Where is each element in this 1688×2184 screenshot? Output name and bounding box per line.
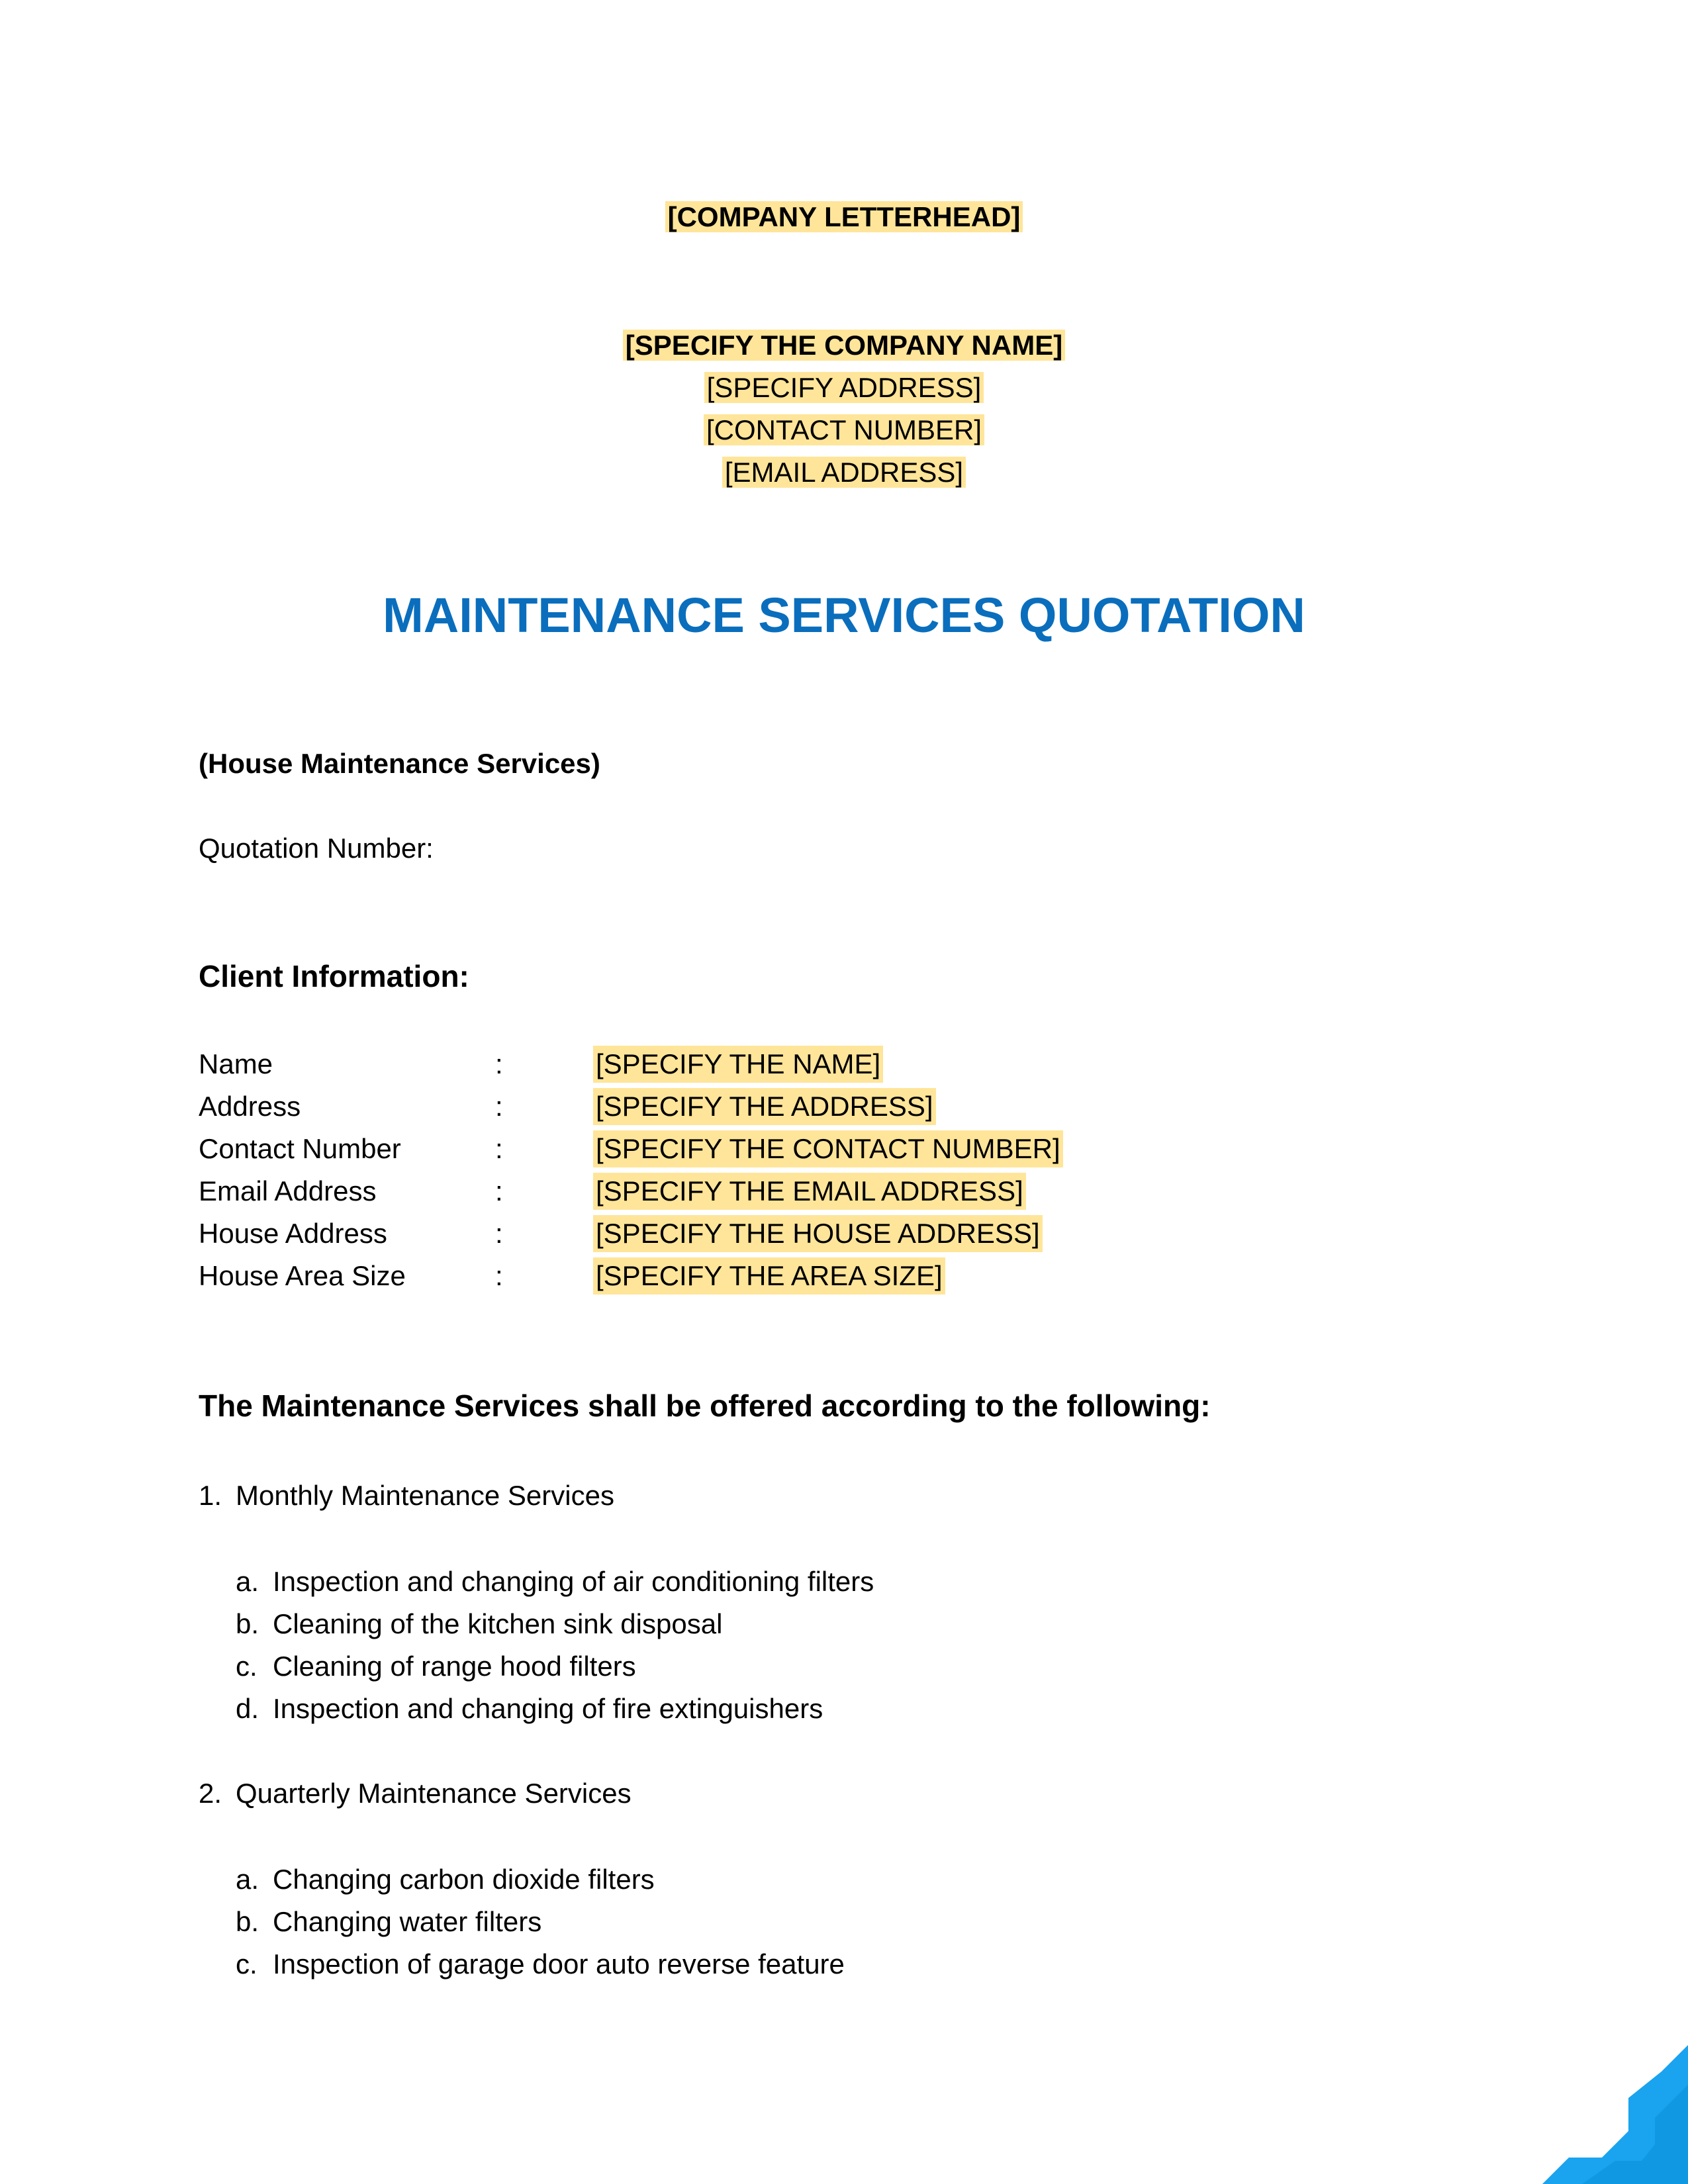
list-marker: b.: [236, 1608, 259, 1639]
section-number: 1.: [199, 1480, 222, 1511]
services-heading: The Maintenance Services shall be offered according to the following:: [199, 1388, 1211, 1423]
client-info-label: Address: [199, 1091, 301, 1122]
service-list-item: [236, 1606, 1427, 1643]
client-info-colon: :: [495, 1260, 503, 1291]
company-address: [SPECIFY ADDRESS]: [704, 372, 984, 403]
company-letterhead: [COMPANY LETTERHEAD]: [665, 201, 1023, 232]
corner-decoration-icon: [1542, 2045, 1688, 2184]
client-info-value: [SPECIFY THE ADDRESS]: [593, 1088, 936, 1125]
client-info-label: Email Address: [199, 1175, 377, 1206]
list-marker: a.: [236, 1864, 259, 1895]
list-item-text: Inspection of garage door auto reverse feature: [273, 1948, 845, 1979]
client-info-row: [199, 1130, 1390, 1167]
client-info-colon: :: [495, 1091, 503, 1122]
list-item-text: Cleaning of the kitchen sink disposal: [273, 1608, 723, 1639]
section-number: 2.: [199, 1778, 222, 1809]
company-email: [EMAIL ADDRESS]: [722, 457, 966, 488]
company-name: [SPECIFY THE COMPANY NAME]: [623, 330, 1065, 361]
client-info-row: [199, 1173, 1390, 1210]
list-item-text: Changing carbon dioxide filters: [273, 1864, 655, 1895]
list-item-text: Inspection and changing of fire extinguishers: [273, 1693, 823, 1724]
client-info-value: [SPECIFY THE NAME]: [593, 1046, 883, 1083]
document-subtitle: (House Maintenance Services): [199, 748, 600, 779]
client-info-label: House Address: [199, 1218, 387, 1249]
section-title: Quarterly Maintenance Services: [236, 1778, 632, 1809]
letterhead-line: [0, 199, 1688, 236]
service-list-item: [236, 1648, 1427, 1685]
company-contact-line: [0, 412, 1688, 449]
client-info-colon: :: [495, 1133, 503, 1164]
client-info-value: [SPECIFY THE HOUSE ADDRESS]: [593, 1215, 1043, 1252]
service-list-item: [236, 1946, 1427, 1983]
company-name-line: [0, 327, 1688, 364]
list-item-text: Inspection and changing of air conditioning filters: [273, 1566, 874, 1597]
client-info-row: [199, 1257, 1390, 1295]
client-info-colon: :: [495, 1175, 503, 1206]
client-info-heading: Client Information:: [199, 959, 469, 993]
client-info-value: [SPECIFY THE CONTACT NUMBER]: [593, 1130, 1063, 1167]
client-info-label: Name: [199, 1048, 273, 1079]
client-info-row: [199, 1088, 1390, 1125]
client-info-row: [199, 1215, 1390, 1252]
section-title: Monthly Maintenance Services: [236, 1480, 614, 1511]
quotation-number-label: Quotation Number:: [199, 833, 434, 864]
client-info-value: [SPECIFY THE AREA SIZE]: [593, 1257, 945, 1295]
service-section-item: [199, 1775, 1390, 1812]
service-list-item: [236, 1690, 1427, 1727]
list-marker: a.: [236, 1566, 259, 1597]
client-info-value: [SPECIFY THE EMAIL ADDRESS]: [593, 1173, 1026, 1210]
client-info-label: House Area Size: [199, 1260, 406, 1291]
list-marker: c.: [236, 1651, 258, 1682]
company-contact: [CONTACT NUMBER]: [704, 414, 984, 445]
client-info-colon: :: [495, 1048, 503, 1079]
client-info-label: Contact Number: [199, 1133, 401, 1164]
list-item-text: Changing water filters: [273, 1906, 542, 1937]
service-section-item: [199, 1477, 1390, 1514]
list-marker: b.: [236, 1906, 259, 1937]
company-address-line: [0, 369, 1688, 406]
service-list-item: [236, 1861, 1427, 1898]
service-list-item: [236, 1563, 1427, 1600]
client-info-colon: :: [495, 1218, 503, 1249]
service-list-item: [236, 1903, 1427, 1940]
document-title: MAINTENANCE SERVICES QUOTATION: [383, 588, 1305, 643]
list-item-text: Cleaning of range hood filters: [273, 1651, 636, 1682]
list-marker: d.: [236, 1693, 259, 1724]
list-marker: c.: [236, 1948, 258, 1979]
company-email-line: [0, 454, 1688, 491]
client-info-row: [199, 1046, 1390, 1083]
